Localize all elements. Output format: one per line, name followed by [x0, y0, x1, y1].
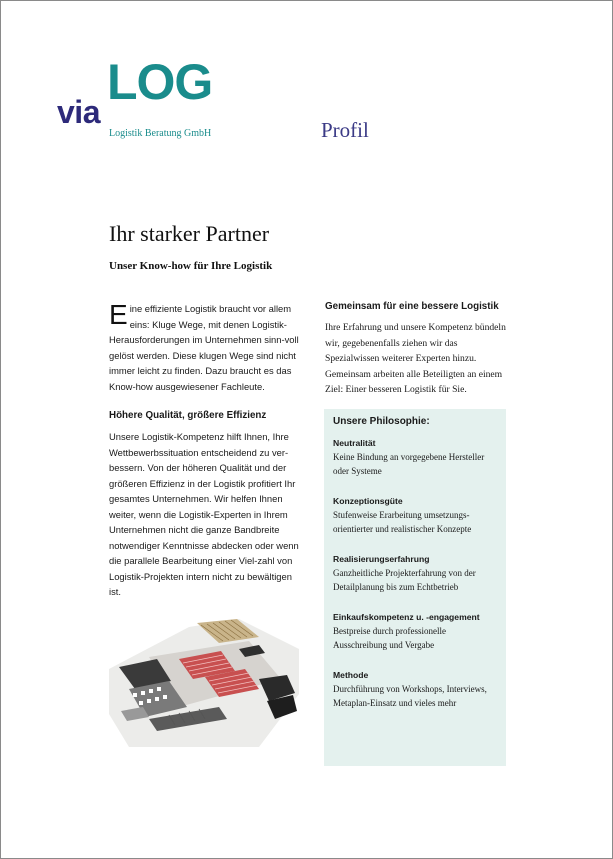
together-paragraph-2: Gemeinsam arbeiten alle Beteiligten an einem Ziel: Einer besseren Logistik für Sie. — [325, 368, 503, 395]
philosophy-item-konzeptionsguete — [333, 496, 497, 536]
right-column — [325, 301, 507, 398]
company-logo — [57, 54, 227, 143]
left-column — [109, 301, 305, 600]
philosophy-item-title: Neutralität — [333, 438, 376, 448]
page-subtitle: Unser Know-how für Ihre Logistik — [109, 260, 273, 272]
philosophy-item-methode — [333, 670, 497, 710]
logo-via-text: via — [57, 94, 100, 130]
page-title: Ihr starker Partner — [109, 221, 270, 246]
philosophy-item-desc: Durchführung von Workshops, Interviews, Metaplan-Einsatz und vieles mehr — [333, 684, 487, 708]
philosophy-item-title: Realisierungserfahrung — [333, 554, 430, 564]
intro-text: ine effiziente Logistik braucht vor allem eins: Kluge Wege, mit denen Logistik-Herausforderungen im Unternehmen sinn-voll gelöst werden. Diese klugen Wege sind nicht immer leicht zu finden. Dazu braucht es das Know-how ausgewiesener Fachleute. — [109, 303, 299, 392]
drop-cap: E — [109, 299, 128, 330]
together-paragraph-1: Ihre Erfahrung und unsere Kompetenz bündeln wir, gegebenenfalls ziehen wir das Spezialwissen weiterer Experten hinzu. — [325, 322, 506, 364]
philosophy-item-desc: Bestpreise durch professionelle Ausschreibung und Vergabe — [333, 626, 446, 650]
philosophy-item-title: Einkaufskompetenz u. -engagement — [333, 612, 480, 622]
philosophy-item-realisierungserfahrung — [333, 554, 497, 594]
quality-paragraph: Unsere Logistik-Kompetenz hilft Ihnen, Ihre Wettbewerbssituation entscheidend zu ver-bessern. Von der höheren Qualität und der größeren Effizienz in der Logistik profitiert Ihr gesamtes Unternehmen. Wir helfen Ihnen weiter, wenn die Logistik-Experten in Ihrem Unternehmen nicht die ganze Bandbreite notwendiger Kenntnisse abdecken oder wenn die parallele Bearbeitung einer Viel-zahl von Logistik-Projekten intern nicht zu bewältigen ist. — [109, 431, 299, 597]
intro-paragraph — [109, 301, 305, 394]
philosophy-item-desc: Keine Bindung an vorgegebene Hersteller oder Systeme — [333, 452, 485, 476]
quality-heading: Höhere Qualität, größere Effizienz — [109, 410, 267, 421]
philosophy-box — [324, 409, 506, 766]
logo-log-text: LOG — [107, 54, 213, 110]
warehouse-illustration — [109, 619, 299, 747]
philosophy-item-title: Konzeptionsgüte — [333, 496, 403, 506]
philosophy-item-einkaufskompetenz — [333, 612, 497, 652]
philosophy-item-desc: Ganzheitliche Projekterfahrung von der Detailplanung bis zum Echtbetrieb — [333, 568, 476, 592]
section-title: Profil — [321, 118, 369, 142]
together-heading: Gemeinsam für eine bessere Logistik — [325, 301, 499, 312]
philosophy-item-neutralitaet — [333, 438, 497, 478]
philosophy-item-desc: Stufenweise Erarbeitung umsetzungs-orientierter und realistischer Konzepte — [333, 510, 472, 534]
philosophy-heading: Unsere Philosophie: — [333, 416, 430, 427]
philosophy-item-title: Methode — [333, 670, 369, 680]
logo-company-name: Logistik Beratung GmbH — [109, 128, 212, 139]
